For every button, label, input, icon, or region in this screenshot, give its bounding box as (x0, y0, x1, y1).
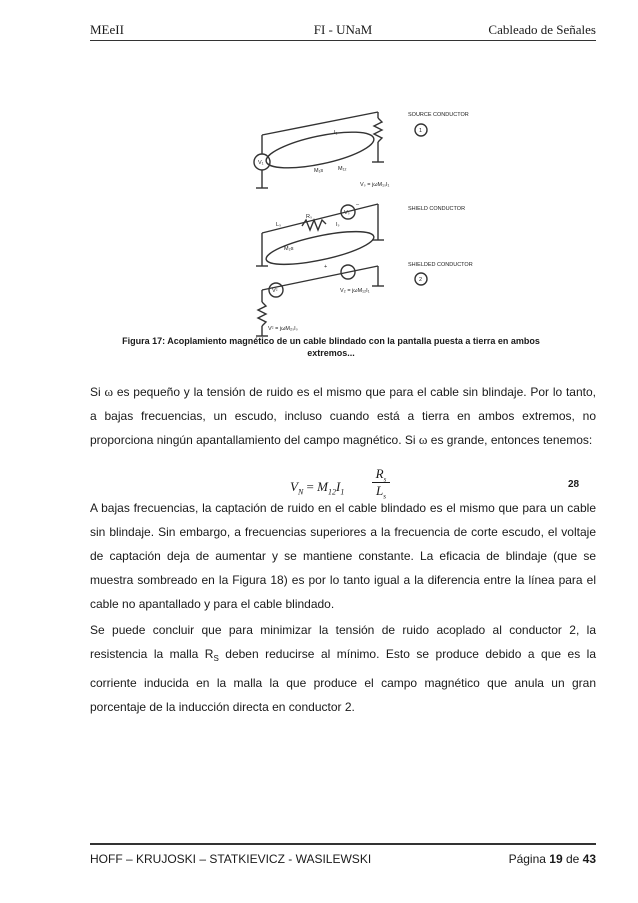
shield-resistor (302, 220, 326, 230)
figure-caption (112, 335, 550, 359)
receiver-resistor (258, 302, 266, 326)
page-footer (90, 852, 596, 872)
shielded-conductor-line (262, 266, 378, 290)
label-v1: V₁ (258, 160, 264, 166)
paragraph-high-frequency: A bajas frecuencias, la captación de ruido en el cable blindado es el mismo que para un cable sin blindaje. Sin embargo, a frecuencias superiores a la frecuencia de corte escudo, el voltaje de captación deja de aumentar y se mantiene constante. La eficacia de blindaje (que se muestra sombreado en la Figura 18) es por lo tanto igual a la diferencia entre la línea para el cable no apantallado y para el cable blindado. (90, 501, 596, 611)
eq-r: R (375, 466, 384, 481)
label-vc-eq: Vᶜ = jωM₂ₛIₛ (268, 326, 298, 332)
paragraph-low-frequency-shield (90, 380, 596, 452)
label-vc: Vᶜ (272, 288, 278, 294)
eq-v-sub: N (297, 487, 304, 497)
page-total: 43 (582, 852, 596, 866)
label-rs: Rₛ (306, 214, 313, 220)
eq-i-sub: 1 (340, 487, 345, 497)
eq-l-sub: s (383, 492, 386, 501)
p1-text-b: es pequeño y la tensión de ruido es el mismo que para el cable sin blindaje. Por lo tanto, a bajas frecuencias, un escudo, incluso cuando está a tierra en ambos extremos, no proporciona ningún apantallamiento del campo magnético. Si (90, 385, 596, 447)
header-topic: Cableado de Señales (488, 22, 596, 37)
label-is: Iₛ (336, 222, 340, 228)
paragraph-conclusion (90, 618, 596, 719)
eq-l: L (376, 483, 384, 498)
p3-subscript: S (213, 654, 219, 663)
label-m12: M₁₂ (338, 166, 347, 172)
footer-page-number (509, 852, 596, 866)
label-plus: + (324, 264, 328, 270)
omega-symbol: ω (104, 384, 114, 399)
label-shield-conductor: SHIELD CONDUCTOR (408, 206, 466, 212)
label-v2-eq: V₂ = jωM₁₂I₁ (340, 288, 370, 294)
equation-number: 28 (568, 479, 580, 490)
label-ls: Lₛ (276, 222, 282, 228)
label-minus: – (356, 202, 360, 208)
eq-m-sub: 12 (327, 487, 336, 497)
header-rule (90, 40, 596, 41)
eq-r-sub: s (383, 475, 387, 484)
label-shielded-conductor: SHIELDED CONDUCTOR (408, 262, 473, 268)
p3-text-a: Se puede concluir que para minimizar la tensión de ruido acoplado al conductor 2, la resistencia la malla R (90, 623, 596, 661)
footer-authors: HOFF – KRUJOSKI – STATKIEVICZ - WASILEWSKI (90, 852, 372, 866)
label-source-number: 1 (419, 128, 423, 134)
p3-text-b: deben reducirse al mínimo. Esto se produce debido a que es la corriente inducida en la malla la que produce el campo magnético que anula un gran porcentaje de la inducción directa en conductor 2. (90, 647, 597, 714)
page-label: Página (508, 852, 550, 866)
label-vs: Vₛ (344, 210, 350, 216)
label-m1s: M₁s (314, 168, 324, 174)
header-institution: FI - UNaM (313, 22, 373, 37)
footer-rule (90, 843, 596, 845)
caption-line-1: Figura 17: Acoplamiento magnético de un cable blindado con la pantalla puesta a tierra en ambos (122, 336, 540, 346)
p1-text-c: es grande, entonces tenemos: (427, 433, 593, 447)
source-load-resistor (374, 118, 382, 142)
label-vs-eq: Vₛ = jωM₁ₛI₁ (360, 182, 390, 188)
eq-m: M (317, 479, 328, 494)
page-current: 19 (549, 852, 563, 866)
header-course: MEeII (90, 22, 124, 37)
equation-fraction (372, 466, 390, 499)
caption-line-2: extremos... (307, 348, 355, 358)
label-m2s: M₂s (284, 246, 294, 252)
label-source-conductor: SOURCE CONDUCTOR (408, 112, 469, 118)
label-shielded-number: 2 (419, 277, 423, 283)
omega-symbol-2: ω (418, 432, 428, 447)
eq-equals: = (303, 479, 318, 494)
source-conductor-line (262, 112, 378, 135)
page-header (90, 22, 596, 42)
eq-v: V (290, 479, 298, 494)
eq-numerator (372, 466, 390, 482)
flux-loop-2 (264, 225, 377, 271)
shield-conductor-line (262, 204, 378, 233)
equation-lhs (290, 479, 344, 497)
page-of: de (562, 852, 583, 866)
p1-text-a: Si (90, 385, 105, 399)
label-i1: I₁ (334, 130, 338, 136)
eq-i: I (335, 479, 341, 494)
figure-shielded-cable-diagram (238, 90, 474, 338)
